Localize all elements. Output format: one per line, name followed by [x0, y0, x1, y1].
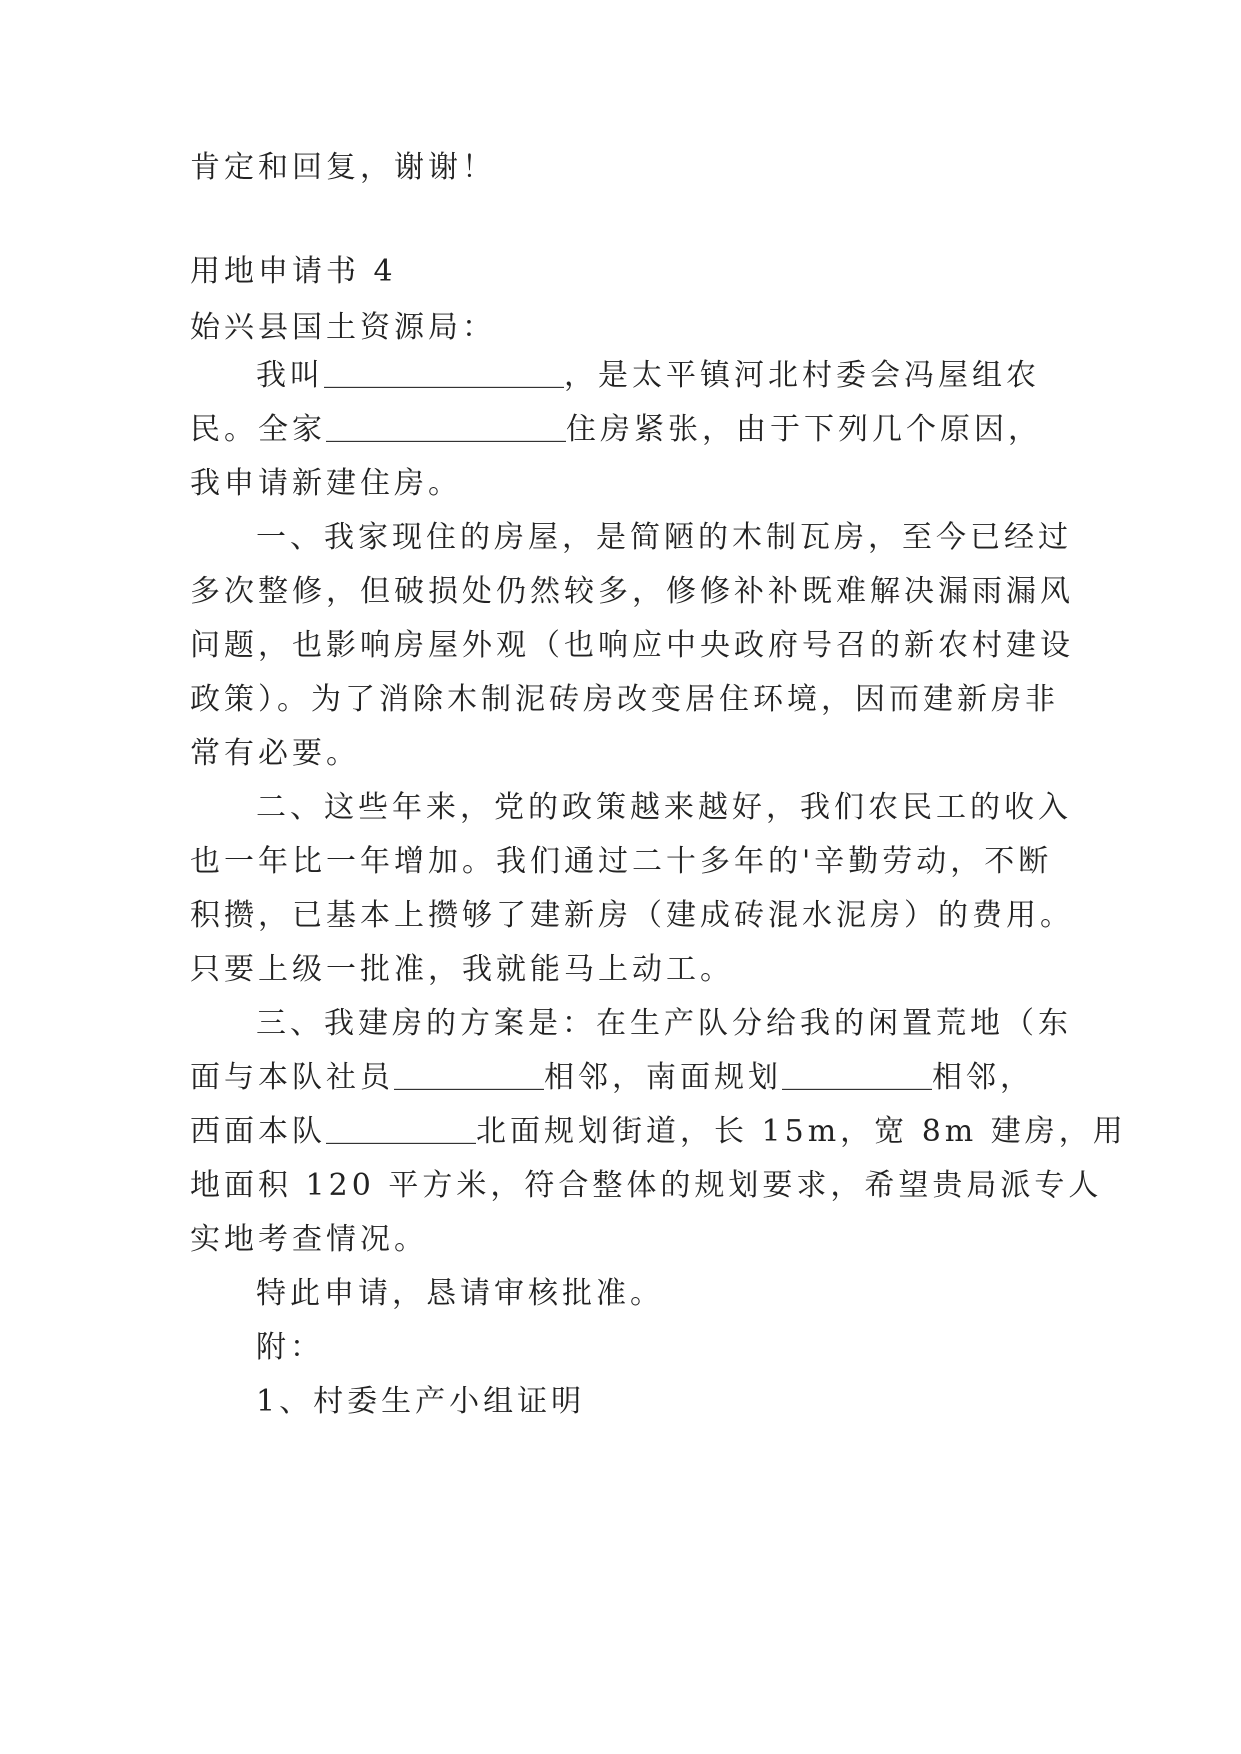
paragraph-3-line-2: 也一年比一年增加。我们通过二十多年的'辛勤劳动，不断 — [190, 844, 1053, 879]
closing-line: 特此申请，恳请审核批准。 — [256, 1276, 664, 1311]
paragraph-3-line-1: 二、这些年来，党的政策越来越好，我们农民工的收入 — [256, 790, 1072, 825]
west-neighbor-blank: __________ — [326, 1110, 476, 1145]
east-neighbor-blank: __________ — [394, 1056, 544, 1091]
paragraph-2-line-3: 问题，也影响房屋外观（也响应中央政府号召的新农村建设 — [190, 628, 1074, 663]
name-blank: ________________ — [324, 354, 564, 389]
text-segment: 面与本队社员 — [190, 1060, 394, 1095]
text-segment: 相邻， — [932, 1060, 1034, 1095]
text-segment: 相邻，南面规划 — [544, 1060, 782, 1095]
paragraph-2-line-5: 常有必要。 — [190, 736, 360, 771]
paragraph-1-line-3: 我申请新建住房。 — [190, 466, 462, 501]
paragraph-2-line-4: 政策）。为了消除木制泥砖房改变居住环境，因而建新房非 — [190, 682, 1059, 717]
document-title: 用地申请书 4 — [190, 254, 397, 289]
paragraph-4-line-4: 地面积 120 平方米，符合整体的规划要求，希望贵局派专人 — [190, 1168, 1103, 1203]
paragraph-4-line-3 — [190, 1112, 1127, 1152]
attachment-label: 附： — [256, 1330, 324, 1365]
text-segment: ，是太平镇河北村委会冯屋组农 — [564, 358, 1040, 393]
text-segment: 我叫 — [256, 358, 324, 393]
household-blank: ________________ — [326, 408, 566, 443]
paragraph-3-line-3: 积攒，已基本上攒够了建新房（建成砖混水泥房）的费用。 — [190, 898, 1074, 933]
paragraph-2-line-1: 一、我家现住的房屋，是简陋的木制瓦房，至今已经过 — [256, 520, 1072, 555]
paragraph-3-line-4: 只要上级一批准，我就能马上动工。 — [190, 952, 734, 987]
paragraph-1-line-2 — [190, 410, 1042, 450]
paragraph-4-line-5: 实地考查情况。 — [190, 1222, 428, 1257]
paragraph-4-line-2 — [190, 1058, 1034, 1098]
paragraph-2-line-2: 多次整修，但破损处仍然较多，修修补补既难解决漏雨漏风 — [190, 574, 1074, 609]
text-segment: 住房紧张，由于下列几个原因， — [566, 412, 1042, 447]
intro-closing-line: 肯定和回复，谢谢！ — [190, 150, 496, 185]
paragraph-4-line-1: 三、我建房的方案是：在生产队分给我的闲置荒地（东 — [256, 1006, 1072, 1041]
paragraph-1-line-1 — [256, 356, 1040, 396]
text-segment: 民。全家 — [190, 412, 326, 447]
recipient-line: 始兴县国土资源局： — [190, 310, 496, 345]
attachment-item-1: 1、村委生产小组证明 — [256, 1384, 586, 1419]
text-segment: 北面规划街道，长 15m，宽 8m 建房，用 — [476, 1114, 1127, 1149]
south-plan-blank: __________ — [782, 1056, 932, 1091]
text-segment: 西面本队 — [190, 1114, 326, 1149]
